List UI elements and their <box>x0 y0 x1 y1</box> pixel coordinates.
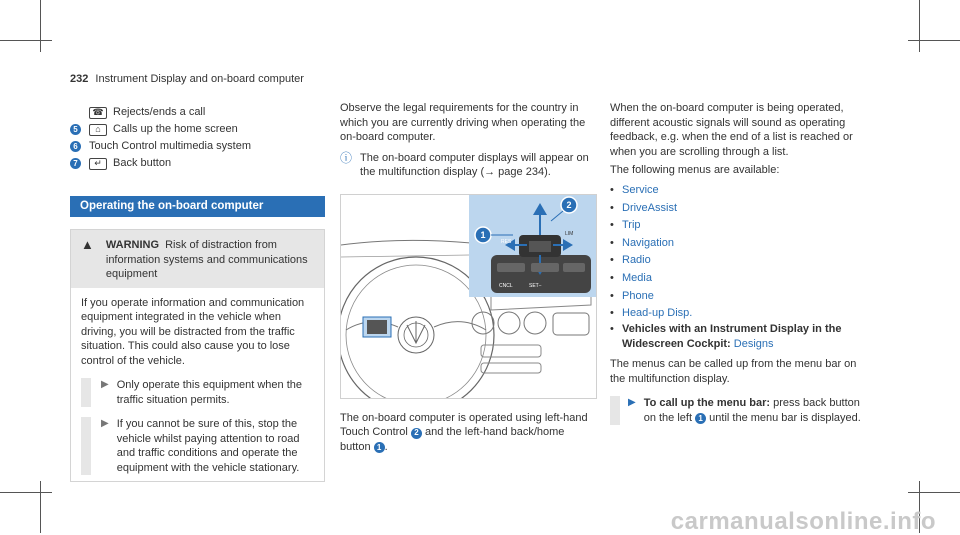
page-number: 232 <box>70 73 89 85</box>
warning-action-text: Only operate this equipment when the traffic situation permits. <box>116 379 302 406</box>
callup-number: 1 <box>695 413 706 424</box>
crop-mark <box>919 0 920 52</box>
crop-mark <box>908 492 960 493</box>
legend-text: Touch Control multimedia system <box>89 140 252 153</box>
bullet: • <box>610 201 614 214</box>
bullet: • <box>610 289 614 302</box>
vehicles-item <box>622 322 870 351</box>
legend-item <box>70 121 325 138</box>
col3-after-text: The menus can be called up from the menu bar on the multifunction display. <box>610 358 857 385</box>
menu-link-radio[interactable]: Radio <box>622 254 651 267</box>
legend-item <box>70 104 325 121</box>
home-icon: ⌂ <box>89 124 107 136</box>
list-item <box>610 322 870 351</box>
warning-head-text-wrap <box>106 238 314 282</box>
menu-link-trip[interactable]: Trip <box>622 219 641 232</box>
menu-link-designs[interactable]: Designs <box>733 337 774 350</box>
callup-text <box>644 396 870 425</box>
col3-intro: When the on-board computer is being operated, different acoustic signals will sound as operating feedback, e.g. when the end of a list is reached or when you are scrolling through a list. <box>610 102 853 158</box>
page-header-title: Instrument Display and on-board computer <box>95 73 304 85</box>
warning-header <box>71 230 324 288</box>
callup-text-a: press back button on the left <box>643 397 860 424</box>
crop-mark <box>40 0 41 52</box>
action-bar <box>81 417 91 475</box>
crop-mark <box>40 481 41 533</box>
menu-link-media[interactable]: Media <box>622 272 652 285</box>
menu-list <box>610 182 870 352</box>
caption-text: The on-board computer is operated using left-hand Touch Control <box>340 411 588 438</box>
figure-label-res: RES <box>501 238 512 245</box>
legend-text: Rejects/ends a call <box>113 106 206 119</box>
steering-wheel-illustration <box>340 194 597 399</box>
legend-text: Calls up the home screen <box>113 123 238 136</box>
page-header <box>70 72 304 87</box>
warning-label: WARNING <box>105 239 160 251</box>
phone-hangup-icon: ☎ <box>89 107 107 119</box>
callup-text-b: until the menu bar is displayed. <box>709 411 861 424</box>
caption-text: and the left-hand back/home button <box>340 426 565 453</box>
bullet: • <box>610 184 614 197</box>
action-arrow-icon: ▶ <box>101 418 109 429</box>
list-item <box>610 269 870 287</box>
list-item <box>610 234 870 252</box>
bullet: • <box>610 307 614 320</box>
column-middle <box>340 101 595 454</box>
section-heading: Operating the on-board computer <box>70 196 325 217</box>
legend-number <box>70 107 81 118</box>
warning-body-text: If you operate information and communication equipment integrated in the vehicle when driving, you will be distracted from the traffic situation. This could also cause you to lose control of the vehicle. <box>81 296 305 367</box>
menu-link-head-up-disp[interactable]: Head-up Disp. <box>622 307 693 320</box>
action-arrow-icon: ▶ <box>628 397 636 409</box>
legend-text: Back button <box>113 157 172 170</box>
menu-link-navigation[interactable]: Navigation <box>622 236 674 249</box>
list-item <box>610 252 870 270</box>
warning-action <box>81 417 314 475</box>
warning-box <box>70 229 325 482</box>
warning-action <box>81 378 314 407</box>
column-right <box>610 101 870 425</box>
legend-item <box>70 155 325 172</box>
vehicles-bold-text: Vehicles with an Instrument Display in the Widescreen Cockpit: <box>622 323 842 350</box>
watermark: carmanualsonline.info <box>670 507 936 535</box>
warning-body <box>71 288 324 482</box>
note-icon: ⓘ <box>340 150 353 165</box>
col2-intro: Observe the legal requirements for the country in which you are currently driving when operating the on-board computer. <box>340 102 586 143</box>
action-bar <box>81 378 91 407</box>
bullet: • <box>610 272 614 285</box>
legend-number: 5 <box>70 124 81 135</box>
figure-label-set: SET− <box>529 282 542 289</box>
menus-intro: The following menus are available: <box>610 164 780 176</box>
figure-label-cncl: CNCL <box>499 282 513 289</box>
bullet: • <box>610 323 614 336</box>
list-item <box>610 199 870 217</box>
menu-link-service[interactable]: Service <box>622 184 659 197</box>
crop-mark <box>0 492 52 493</box>
list-item <box>610 287 870 305</box>
warning-triangle-icon: ▲ <box>81 237 94 252</box>
note-text: The on-board computer displays will appear on the multifunction display (→ page 234). <box>360 151 589 178</box>
action-bar <box>610 396 620 425</box>
callup-instruction <box>610 396 870 425</box>
warning-action-text: If you cannot be sure of this, stop the vehicle whilst paying attention to road and traffic conditions and operate the equipment with the vehicle stationary. <box>116 418 300 474</box>
list-item <box>610 305 870 323</box>
crop-mark <box>908 40 960 41</box>
figure-callout-1: 1 <box>480 229 486 240</box>
steering-wheel-svg <box>341 195 596 398</box>
note <box>340 151 595 180</box>
back-icon: ↵ <box>89 158 107 170</box>
list-item <box>610 182 870 200</box>
bullet: • <box>610 236 614 249</box>
legend-number: 6 <box>70 141 81 152</box>
menu-link-driveassist[interactable]: DriveAssist <box>622 201 678 214</box>
bullet: • <box>610 219 614 232</box>
warning-head-text: Risk of distraction from information systems and communications equipment <box>105 239 308 280</box>
bullet: • <box>610 254 614 267</box>
legend-item <box>70 138 325 155</box>
figure-label-lim: LIM <box>565 230 574 237</box>
action-arrow-icon: ▶ <box>101 379 109 390</box>
list-item <box>610 217 870 235</box>
caption-text: . <box>384 440 388 453</box>
figure-callout-2: 2 <box>566 199 572 210</box>
caption-number: 2 <box>411 428 422 439</box>
figure-caption <box>340 411 595 455</box>
legend-number: 7 <box>70 158 81 169</box>
crop-mark <box>0 40 52 41</box>
callup-bold: To call up the menu bar: <box>643 397 771 410</box>
caption-number: 1 <box>374 442 385 453</box>
menu-link-phone[interactable]: Phone <box>622 289 654 302</box>
column-left <box>70 104 325 482</box>
